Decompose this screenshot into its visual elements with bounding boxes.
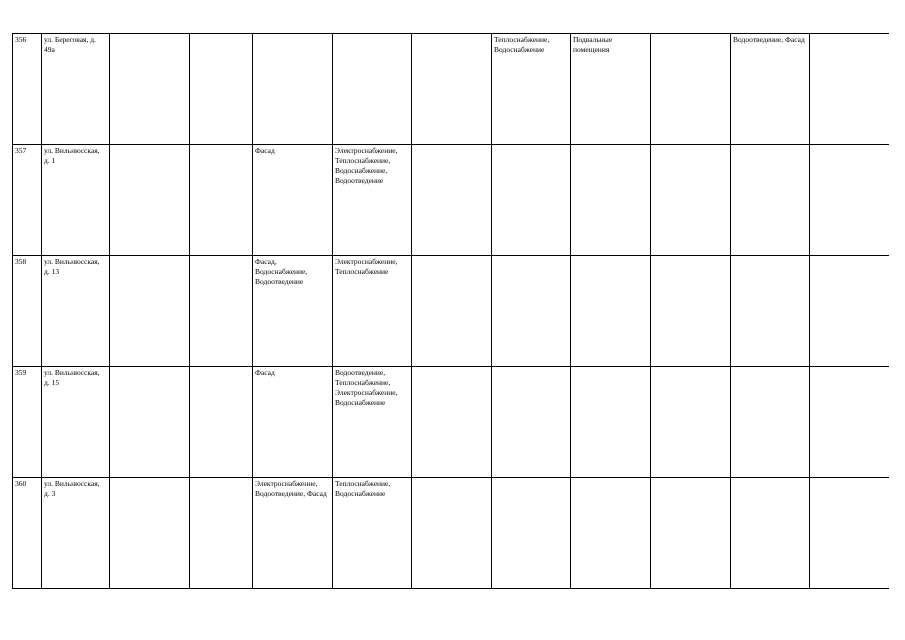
table-cell: [333, 34, 412, 145]
table-cell: [571, 478, 651, 589]
table-cell: [190, 367, 253, 478]
table-cell: [110, 34, 190, 145]
row-number-cell: 356: [13, 34, 42, 145]
table-row: [13, 145, 889, 256]
table-cell: [810, 256, 889, 367]
table-cell: Теплоснабжение, Водоснабжение: [333, 478, 412, 589]
address-cell: ул. Вильнюсская, д. 3: [42, 478, 110, 589]
table-cell: [492, 367, 571, 478]
table-cell: [190, 145, 253, 256]
address-cell: ул. Береговая, д. 49а: [42, 34, 110, 145]
table-cell: Фасад: [253, 367, 333, 478]
building-repair-table: [12, 33, 889, 589]
table-cell: Подвальные помещения: [571, 34, 651, 145]
table-cell: [571, 367, 651, 478]
table-cell: Электроснабжение, Водоотведение, Фасад: [253, 478, 333, 589]
table-cell: [731, 478, 810, 589]
table-cell: [412, 256, 492, 367]
row-number-cell: 360: [13, 478, 42, 589]
row-number-cell: 358: [13, 256, 42, 367]
table-cell: [571, 256, 651, 367]
table-cell: [810, 145, 889, 256]
table-cell: [731, 145, 810, 256]
table-cell: Водоотведение, Теплоснабжение, Электроснабжение, Водоснабжение: [333, 367, 412, 478]
table-cell: [412, 145, 492, 256]
table-cell: [412, 34, 492, 145]
table-cell: Фасад: [253, 145, 333, 256]
table-cell: [651, 256, 731, 367]
table-cell: [810, 34, 889, 145]
table-cell: Теплоснабжение, Водоснабжение: [492, 34, 571, 145]
table-cell: [651, 145, 731, 256]
table-cell: Водоотведение, Фасад: [731, 34, 810, 145]
table-row: [13, 367, 889, 478]
table-cell: [810, 478, 889, 589]
table-cell: [190, 478, 253, 589]
table-cell: [412, 478, 492, 589]
row-number-cell: 357: [13, 145, 42, 256]
table-cell: [110, 256, 190, 367]
table-row: [13, 478, 889, 589]
table-cell: [810, 367, 889, 478]
table-row: [13, 34, 889, 145]
table-cell: [651, 367, 731, 478]
address-cell: ул. Вильнюсская, д. 13: [42, 256, 110, 367]
table-cell: [110, 145, 190, 256]
table-cell: Электроснабжение, Теплоснабжение, Водоснабжение, Водоотведение: [333, 145, 412, 256]
table-cell: [190, 34, 253, 145]
table-cell: [492, 145, 571, 256]
address-cell: ул. Вильнюсская, д. 15: [42, 367, 110, 478]
table-cell: [110, 478, 190, 589]
table-cell: [190, 256, 253, 367]
table-cell: Электроснабжение, Теплоснабжение: [333, 256, 412, 367]
table-cell: [253, 34, 333, 145]
table-cell: [651, 34, 731, 145]
row-number-cell: 359: [13, 367, 42, 478]
table-cell: [492, 478, 571, 589]
address-cell: ул. Вильнюсская, д. 1: [42, 145, 110, 256]
table-cell: Фасад, Водоснабжение, Водоотведение: [253, 256, 333, 367]
table-cell: [731, 256, 810, 367]
table-cell: [412, 367, 492, 478]
table-cell: [651, 478, 731, 589]
table-cell: [731, 367, 810, 478]
table-cell: [492, 256, 571, 367]
table-row: [13, 256, 889, 367]
table-cell: [571, 145, 651, 256]
table-cell: [110, 367, 190, 478]
